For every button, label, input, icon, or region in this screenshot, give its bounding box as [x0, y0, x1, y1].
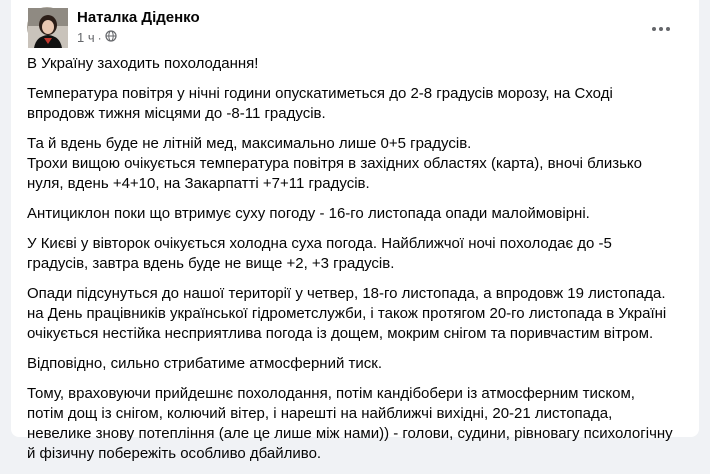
- post-paragraph: [27, 134, 687, 194]
- post-text-line: Температура повітря у нічні години опускатиметься до 2-8 градусів морозу, на Сході: [27, 85, 613, 102]
- post-text-line: В Україну заходить похолодання!: [27, 55, 259, 72]
- post-text-line: очікується нестійка несприятлива погода із дощем, мокрим снігом та поривчастим вітром.: [27, 325, 654, 342]
- post-text-line: Тому, враховуючи прийдешнє похолодання, потім кандібобери із атмосферним тиском,: [27, 385, 635, 402]
- more-dots-icon: [651, 19, 671, 37]
- post-meta: [77, 30, 117, 45]
- globe-icon: [105, 30, 117, 45]
- post-text-line: Опади підсунуться до нашої території у четвер, 18-го листопада, а впродовж 19 листопада.: [27, 285, 666, 302]
- avatar-photo: [28, 8, 68, 48]
- post-text-line: потім дощ із снігом, колючий вітер, і нарешті на найближчі вихідні, 20-21 листопада,: [27, 405, 613, 422]
- post-paragraph: [27, 54, 687, 74]
- post-text: [27, 54, 687, 474]
- post-text-line: впродовж тижня місцями до -8-11 градусів.: [27, 105, 326, 122]
- meta-separator: ·: [97, 30, 102, 45]
- post-paragraph: [27, 204, 687, 224]
- post-text-line: на День працівників української гідрометслужби, і також протягом 20-го листопада в Україні: [27, 305, 667, 322]
- post-text-line: Відповідно, сильно стрибатиме атмосферний тиск.: [27, 355, 382, 372]
- post-text-line: невелике знову потепління (але це лише між нами)) - голови, судини, рівновагу психологічну: [27, 425, 673, 442]
- post-header: [27, 6, 683, 48]
- post-paragraph: [27, 234, 687, 274]
- post-paragraph: [27, 84, 687, 124]
- post-time[interactable]: 1 ч: [77, 30, 95, 45]
- post-text-line: й фізичну побережіть особливо дбайливо.: [27, 445, 322, 462]
- post-text-line: Трохи вищою очікується температура повітря в західних областях (карта), вночі близько: [27, 155, 642, 172]
- more-options-button[interactable]: [643, 10, 679, 46]
- author-avatar[interactable]: [27, 7, 67, 47]
- author-name[interactable]: Наталка Діденко: [77, 9, 200, 26]
- post-paragraph: [27, 354, 687, 374]
- post-paragraph: [27, 284, 687, 344]
- post-text-line: Антициклон поки що втримує суху погоду - 16-го листопада опади малоймовірні.: [27, 205, 590, 222]
- post-text-line: нуля, вдень +4+10, на Закарпатті +7+11 градусів.: [27, 175, 370, 192]
- post-text-line: У Києві у вівторок очікується холодна суха погода. Найближчої ночі похолодає до -5: [27, 235, 612, 252]
- post-paragraph: [27, 384, 687, 464]
- post-text-line: Та й вдень буде не літній мед, максимально лише 0+5 градусів.: [27, 135, 472, 152]
- post-text-line: градусів, завтра вдень буде не вище +2, +3 градусів.: [27, 255, 395, 272]
- post-card: [11, 0, 699, 462]
